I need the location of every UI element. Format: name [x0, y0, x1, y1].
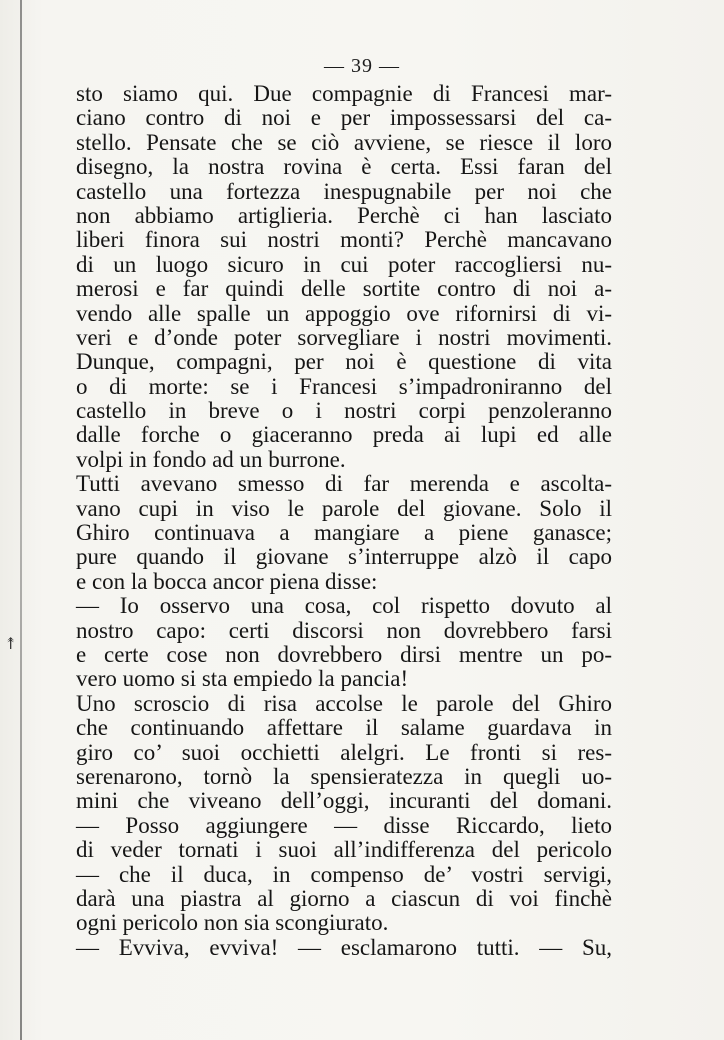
text-line: — che il duca, in compenso de’ vostri servigi,	[76, 861, 612, 887]
text-line: pure quando il giovane s’interruppe alzò il capo	[76, 544, 612, 570]
text-line: di un luogo sicuro in cui poter raccogliersi nu-	[76, 251, 612, 277]
text-line: disegno, la nostra rovina è certa. Essi faran del	[76, 154, 612, 180]
text-line: vero uomo si sta empiedo la pancia!	[76, 666, 409, 692]
text-line: volpi in fondo ad un burrone.	[76, 446, 346, 472]
text-line: non abbiamo artiglieria. Perchè ci han lasciato	[76, 202, 612, 228]
text-line: veri e d’onde poter sorvegliare i nostri movimenti.	[76, 324, 612, 350]
text-line: sto siamo qui. Due compagnie di Francesi mar-	[76, 81, 612, 106]
text-line: Dunque, compagni, per noi è questione di vita	[76, 349, 612, 375]
text-line: castello una fortezza inespugnabile per noi che	[76, 178, 612, 204]
text-line: liberi finora sui nostri monti? Perchè mancavano	[76, 227, 612, 253]
text-line: di veder tornati i suoi all’indifferenza del pericolo	[76, 837, 612, 863]
text-line: e certe cose non dovrebbero dirsi mentre un po-	[76, 641, 612, 667]
text-line: che continuando affettare il salame guardava in	[76, 715, 612, 741]
body-text	[76, 82, 612, 960]
text-line: vano cupi in viso le parole del giovane. Solo il	[76, 495, 612, 521]
text-line: Uno scroscio di risa accolse le parole del Ghiro	[76, 690, 612, 716]
text-line: mini che viveano dell’oggi, incuranti del domani.	[76, 788, 612, 814]
binding-edge	[20, 0, 22, 1040]
text-line: Tutti avevano smesso di far merenda e ascolta-	[76, 471, 612, 497]
text-line: — Posso aggiungere — disse Riccardo, lieto	[76, 812, 612, 838]
text-line: ciano contro di noi e per impossessarsi del ca-	[76, 105, 612, 131]
text-line: darà una piastra al giorno a ciascun di voi finchè	[76, 885, 612, 911]
text-line: stello. Pensate che se ciò avviene, se riesce il loro	[76, 129, 612, 155]
text-line: e con la bocca ancor piena disse:	[76, 568, 378, 594]
text-line: vendo alle spalle un appoggio ove rifornirsi di vi-	[76, 300, 612, 326]
text-line: ogni pericolo non sia scongiurato.	[76, 910, 389, 936]
text-line: castello in breve o i nostri corpi penzoleranno	[76, 398, 612, 424]
text-line: giro co’ suoi occhietti alelgri. Le fronti si res-	[76, 739, 612, 765]
text-line: dalle forche o giaceranno preda ai lupi ed alle	[76, 422, 612, 448]
text-line: nostro capo: certi discorsi non dovrebbero farsi	[76, 617, 612, 643]
text-line: — Evviva, evviva! — esclamarono tutti. — Su,	[76, 934, 612, 960]
text-line: serenarono, tornò la spensieratezza in quegli uo-	[76, 763, 612, 789]
text-line: — Io osservo una cosa, col rispetto dovuto al	[76, 593, 612, 619]
text-line: merosi e far quindi delle sortite contro di noi a-	[76, 276, 612, 302]
text-line: Ghiro continuava a mangiare a piene ganasce;	[76, 520, 612, 546]
margin-mark: ↟	[4, 634, 18, 653]
page-number: — 39 —	[324, 55, 400, 77]
text-line: o di morte: se i Francesi s’impadroniranno del	[76, 373, 612, 399]
